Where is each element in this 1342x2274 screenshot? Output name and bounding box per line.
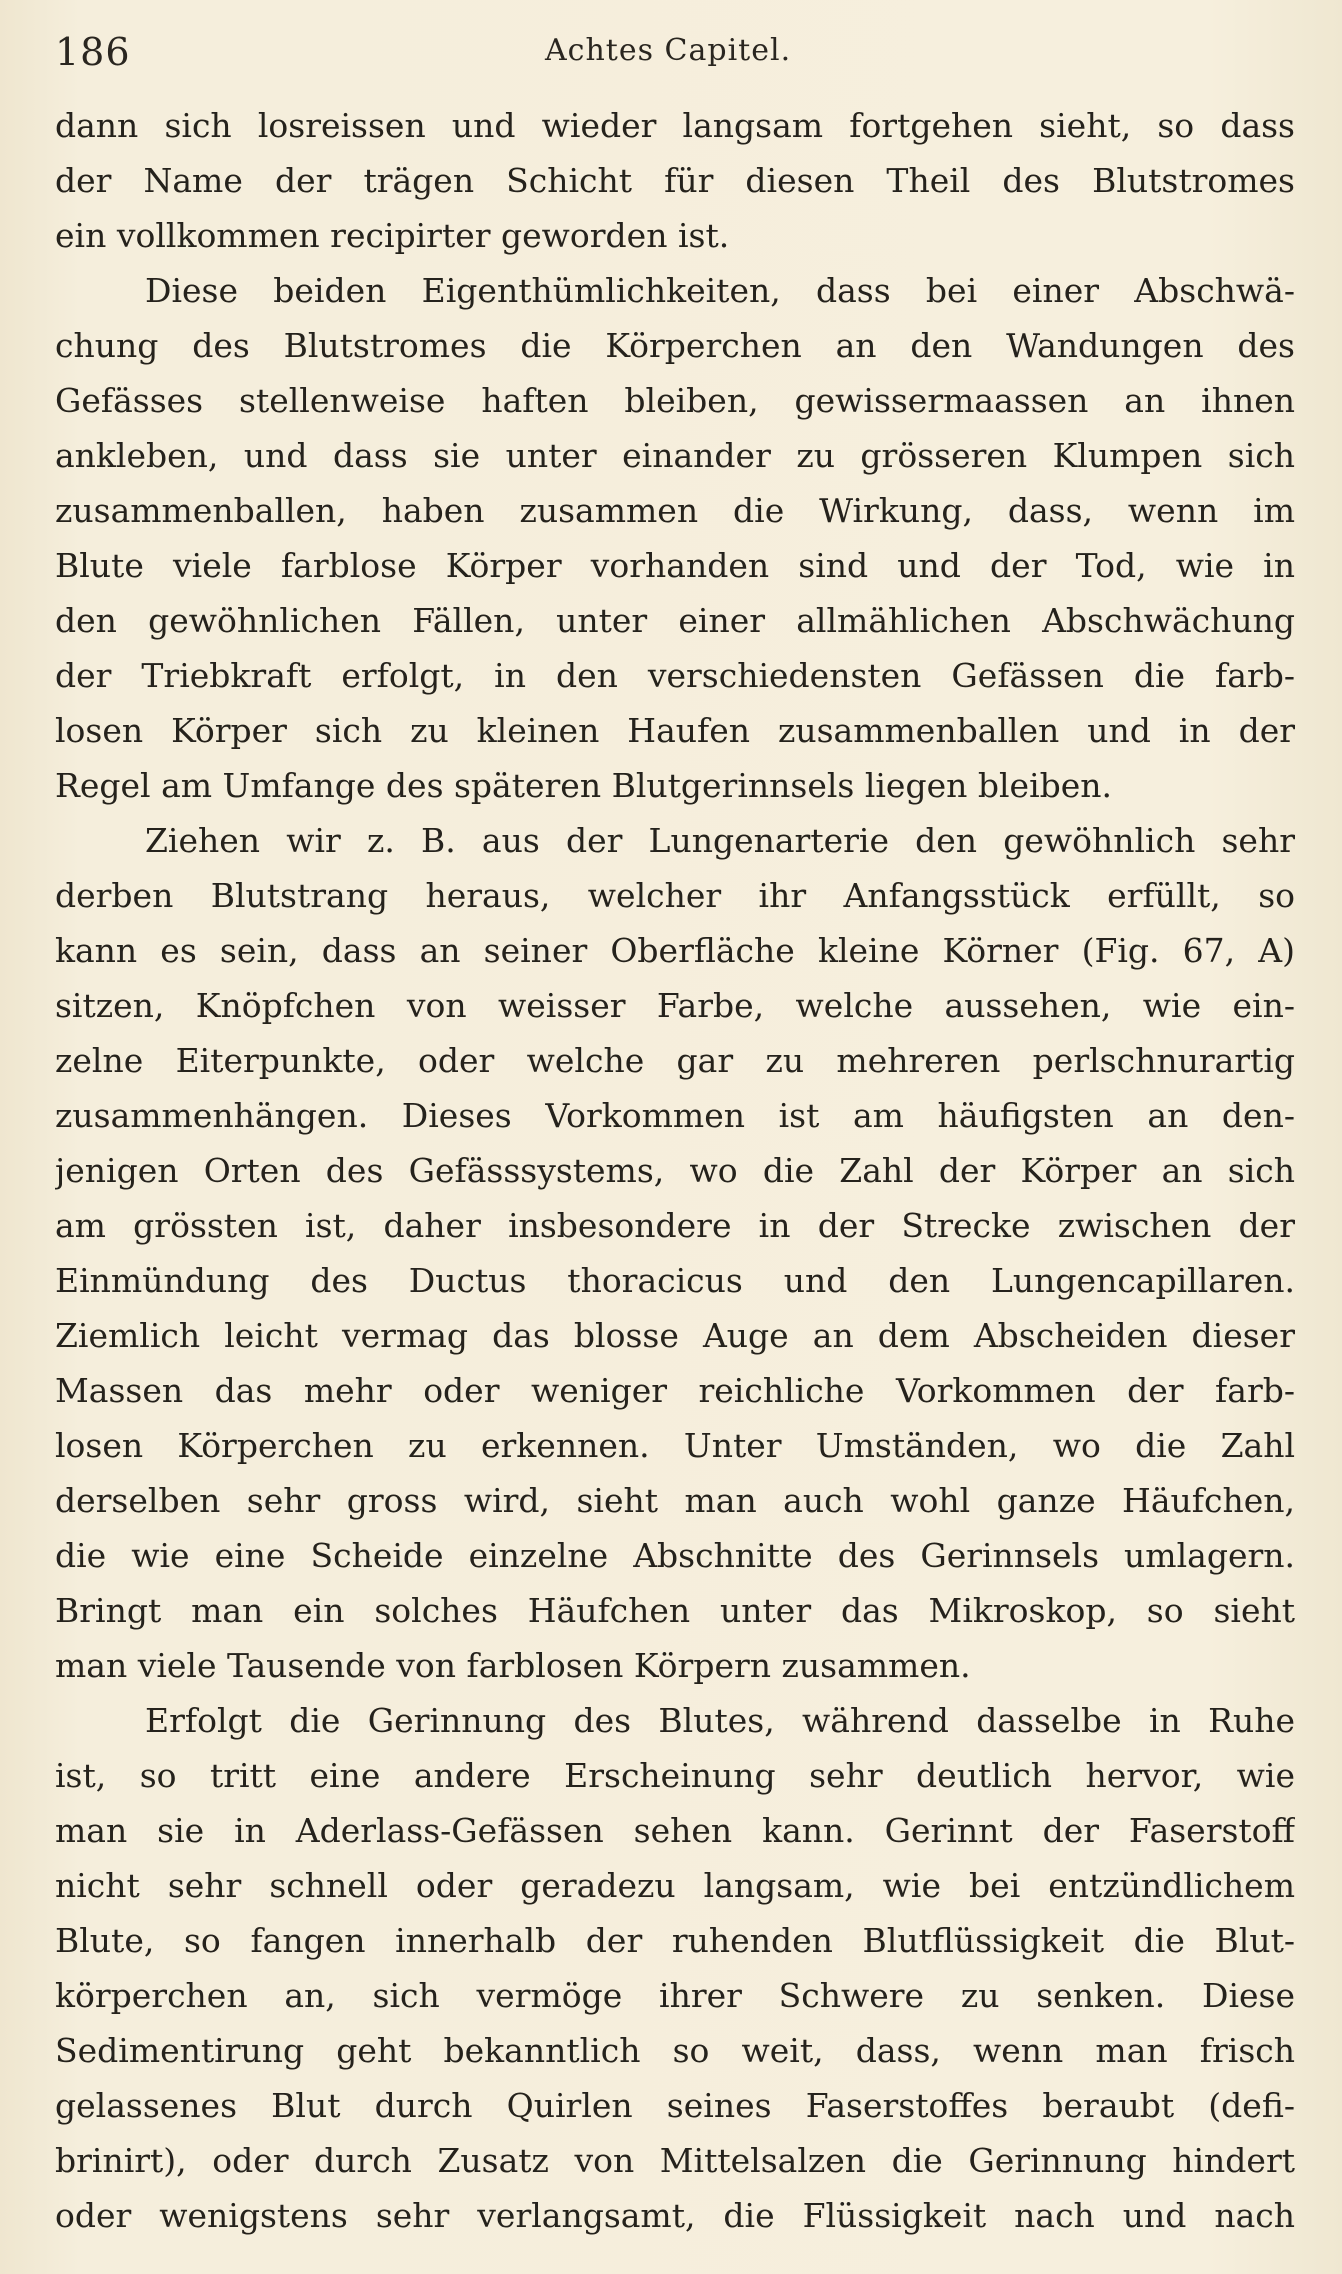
text-line: Diese beiden Eigenthümlichkeiten, dass bei einer Abschwä- <box>145 271 1295 310</box>
text-line: zusammenhängen. Dieses Vorkommen ist am häufigsten an den- <box>55 1096 1295 1135</box>
page-number: 186 <box>55 30 131 74</box>
body-text <box>55 98 1295 2243</box>
text-line: kann es sein, dass an seiner Oberfläche kleine Körner (Fig. 67, A) <box>55 931 1295 970</box>
page-header <box>55 22 1295 82</box>
text-line: zelne Eiterpunkte, oder welche gar zu mehreren perlschnurartig <box>55 1041 1295 1080</box>
text-line: Erfolgt die Gerinnung des Blutes, während dasselbe in Ruhe <box>145 1701 1295 1740</box>
text-line: ist, so tritt eine andere Erscheinung sehr deutlich hervor, wie <box>55 1756 1295 1795</box>
text-line: man sie in Aderlass-Gefässen sehen kann. Gerinnt der Faserstoff <box>55 1811 1295 1850</box>
text-line: Einmündung des Ductus thoracicus und den Lungencapillaren. <box>55 1261 1295 1300</box>
text-line: die wie eine Scheide einzelne Abschnitte des Gerinnsels umlagern. <box>55 1536 1295 1575</box>
text-line: Ziehen wir z. B. aus der Lungenarterie den gewöhnlich sehr <box>145 821 1295 860</box>
text-line: Blute, so fangen innerhalb der ruhenden Blutflüssigkeit die Blut- <box>55 1921 1295 1960</box>
text-line: oder wenigstens sehr verlangsamt, die Flüssigkeit nach und nach <box>55 2196 1295 2235</box>
text-line: man viele Tausende von farblosen Körpern zusammen. <box>55 1646 971 1685</box>
text-line: sitzen, Knöpfchen von weisser Farbe, welche aussehen, wie ein- <box>55 986 1295 1025</box>
text-line: der Triebkraft erfolgt, in den verschiedensten Gefässen die farb- <box>55 656 1295 695</box>
text-line: den gewöhnlichen Fällen, unter einer allmählichen Abschwächung <box>55 601 1295 640</box>
text-line: ein vollkommen recipirter geworden ist. <box>55 216 730 255</box>
text-line: nicht sehr schnell oder geradezu langsam, wie bei entzündlichem <box>55 1866 1295 1905</box>
text-line: ankleben, und dass sie unter einander zu grösseren Klumpen sich <box>55 436 1295 475</box>
text-line: dann sich losreissen und wieder langsam fortgehen sieht, so dass <box>55 106 1295 145</box>
text-line: derben Blutstrang heraus, welcher ihr Anfangsstück erfüllt, so <box>55 876 1295 915</box>
text-line: brinirt), oder durch Zusatz von Mittelsalzen die Gerinnung hindert <box>55 2141 1295 2180</box>
text-line: losen Körperchen zu erkennen. Unter Umständen, wo die Zahl <box>55 1426 1295 1465</box>
text-line: losen Körper sich zu kleinen Haufen zusammenballen und in der <box>55 711 1295 750</box>
text-line: Bringt man ein solches Häufchen unter das Mikroskop, so sieht <box>55 1591 1295 1630</box>
text-line: Massen das mehr oder weniger reichliche Vorkommen der farb- <box>55 1371 1295 1410</box>
text-line: chung des Blutstromes die Körperchen an den Wandungen des <box>55 326 1295 365</box>
text-line: der Name der trägen Schicht für diesen Theil des Blutstromes <box>55 161 1295 200</box>
text-line: Sedimentirung geht bekanntlich so weit, dass, wenn man frisch <box>55 2031 1295 2070</box>
text-line: zusammenballen, haben zusammen die Wirkung, dass, wenn im <box>55 491 1295 530</box>
text-line: jenigen Orten des Gefässsystems, wo die Zahl der Körper an sich <box>55 1151 1295 1190</box>
text-line: Regel am Umfange des späteren Blutgerinnsels liegen bleiben. <box>55 766 1113 805</box>
text-line: gelassenes Blut durch Quirlen seines Faserstoffes beraubt (defi- <box>55 2086 1295 2125</box>
text-line: Ziemlich leicht vermag das blosse Auge an dem Abscheiden dieser <box>55 1316 1295 1355</box>
text-line: am grössten ist, daher insbesondere in der Strecke zwischen der <box>55 1206 1295 1245</box>
text-line: Blute viele farblose Körper vorhanden sind und der Tod, wie in <box>55 546 1295 585</box>
text-line: körperchen an, sich vermöge ihrer Schwere zu senken. Diese <box>55 1976 1295 2015</box>
text-line: Gefässes stellenweise haften bleiben, gewissermaassen an ihnen <box>55 381 1295 420</box>
text-line: derselben sehr gross wird, sieht man auch wohl ganze Häufchen, <box>55 1481 1295 1520</box>
running-head: Achtes Capitel. <box>545 33 792 68</box>
